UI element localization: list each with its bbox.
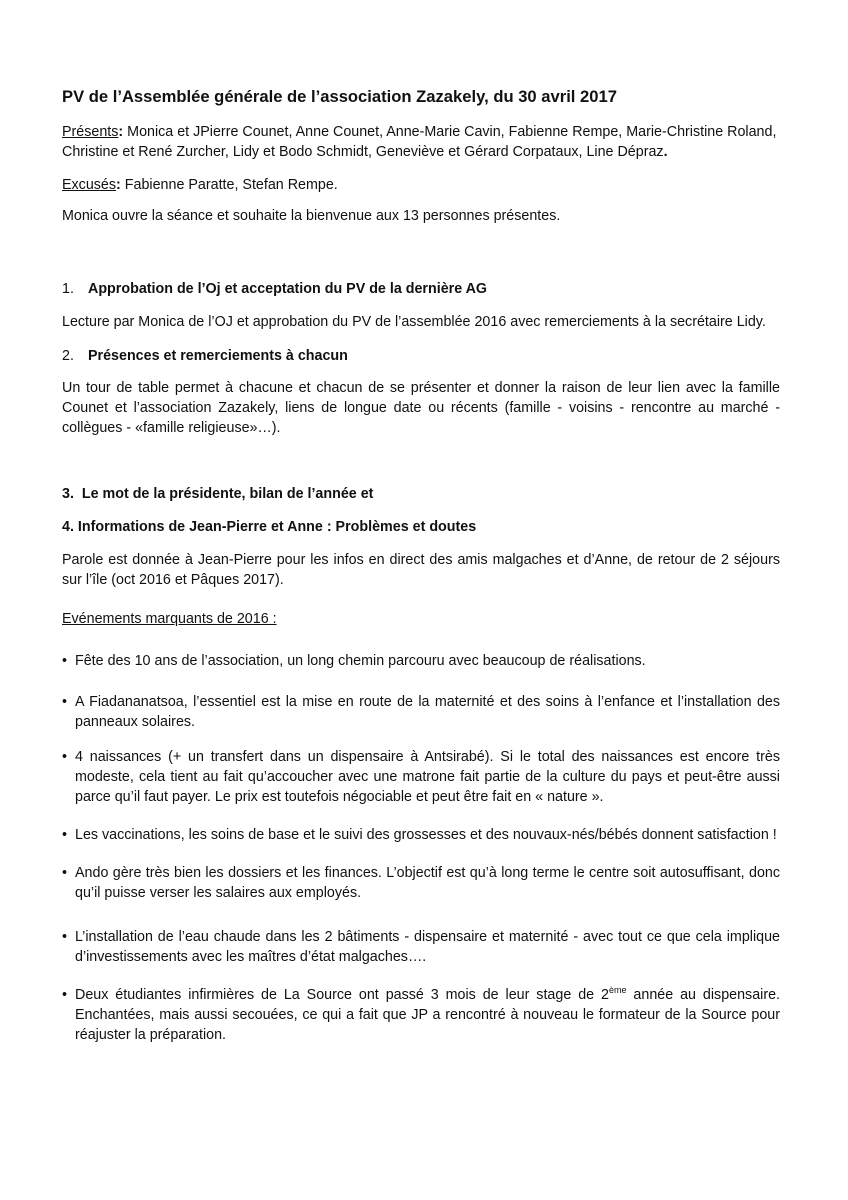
section-4-text: Parole est donnée à Jean-Pierre pour les infos en direct des amis malgaches et d’Anne, de retour de 2 séjours sur l’île (oct 2016 et Pâques 2017).	[62, 552, 780, 588]
bullet-item	[62, 985, 780, 1045]
section-3-heading: 3. Le mot de la présidente, bilan de l’année et	[62, 486, 374, 502]
bullet-text-part: Deux étudiantes infirmières de La Source ont passé 3 mois de leur stage de 2	[75, 987, 609, 1003]
section-1-heading	[62, 279, 780, 299]
section-2-text: Un tour de table permet à chacune et chacun de se présenter et donner la raison de leur lien avec la famille Counet et l’association Zazakely, liens de longue date ou récents (famille - voisins - rencontre au marché - collègues - «famille religieuse»…).	[62, 380, 780, 436]
section-2-heading	[62, 346, 780, 366]
bullet-item	[62, 927, 780, 967]
bullet-text: Fête des 10 ans de l’association, un long chemin parcouru avec beaucoup de réalisations.	[75, 653, 646, 669]
bullet-icon: •	[62, 987, 68, 1003]
bullet-text: Les vaccinations, les soins de base et le suivi des grossesses et des nouvaux-nés/bébés donnent satisfaction !	[75, 827, 777, 843]
bullet-item	[62, 692, 780, 732]
bullet-icon: •	[62, 653, 68, 669]
presents-end: .	[663, 144, 668, 160]
section-1-title: Approbation de l’Oj et acceptation du PV de la dernière AG	[88, 281, 488, 297]
excuses-label: Excusés	[62, 177, 117, 193]
section-1-number: 1.	[62, 281, 74, 297]
presents-paragraph	[62, 122, 780, 162]
bullet-item	[62, 863, 780, 903]
bullet-text: Ando gère très bien les dossiers et les finances. L’objectif est qu’à long terme le centre soit autosuffisant, donc qu’il puisse verser les salaires aux employés.	[75, 865, 780, 901]
bullet-item	[62, 651, 780, 671]
presents-list: Monica et JPierre Counet, Anne Counet, Anne-Marie Cavin, Fabienne Rempe, Marie-Christine Roland, Christine et René Zurcher, Lidy et Bodo Schmidt, Geneviève et Gérard Corpataux, Line Dépraz	[62, 124, 777, 160]
bullet-text: L’installation de l’eau chaude dans les 2 bâtiments - dispensaire et maternité - avec tout ce que cela implique d’investissements avec les maîtres d’état malgaches….	[75, 929, 780, 965]
bullet-icon: •	[62, 827, 68, 843]
opening-paragraph: Monica ouvre la séance et souhaite la bienvenue aux 13 personnes présentes.	[62, 208, 561, 224]
presents-colon: :	[118, 124, 124, 140]
events-heading: Evénements marquants de 2016 :	[62, 611, 277, 627]
presents-label: Présents	[62, 124, 119, 140]
bullet-item	[62, 825, 780, 845]
bullet-icon: •	[62, 865, 68, 881]
section-2-title: Présences et remerciements à chacun	[88, 348, 348, 364]
excuses-colon: :	[116, 177, 121, 193]
section-4-heading: 4. Informations de Jean-Pierre et Anne : Problèmes et doutes	[62, 519, 477, 535]
bullet-text-part: année au dispensaire. Enchantées, mais aussi secouées, ce qui a fait que JP a rencontré à nouveau le formateur de la Source pour réajuster la préparation.	[75, 987, 781, 1043]
bullet-text: 4 naissances (+ un transfert dans un dispensaire à Antsirabé). Si le total des naissances est encore très modeste, cela tient au fait qu’accoucher avec une matrone fait partie de la culture du pays et peut-être aussi parce qu’il faut payer. Le prix est toutefois négociable et peut être fait en « nature ».	[75, 749, 780, 805]
section-2-number: 2.	[62, 348, 74, 364]
bullet-text: A Fiadananatsoa, l’essentiel est la mise en route de la maternité et des soins à l’enfance et l’installation des panneaux solaires.	[75, 694, 780, 730]
excuses-list: Fabienne Paratte, Stefan Rempe.	[120, 177, 338, 193]
bullet-icon: •	[62, 749, 68, 765]
bullet-icon: •	[62, 929, 68, 945]
section-1-text: Lecture par Monica de l’OJ et approbation du PV de l’assemblée 2016 avec remerciements à la secrétaire Lidy.	[62, 314, 766, 330]
excuses-paragraph	[62, 175, 780, 195]
bullet-item	[62, 747, 780, 807]
superscript-ordinal: ème	[608, 985, 627, 995]
document-title: PV de l’Assemblée générale de l’association Zazakely, du 30 avril 2017	[62, 87, 617, 106]
bullet-icon: •	[62, 694, 68, 710]
bullet-text	[75, 985, 780, 1045]
